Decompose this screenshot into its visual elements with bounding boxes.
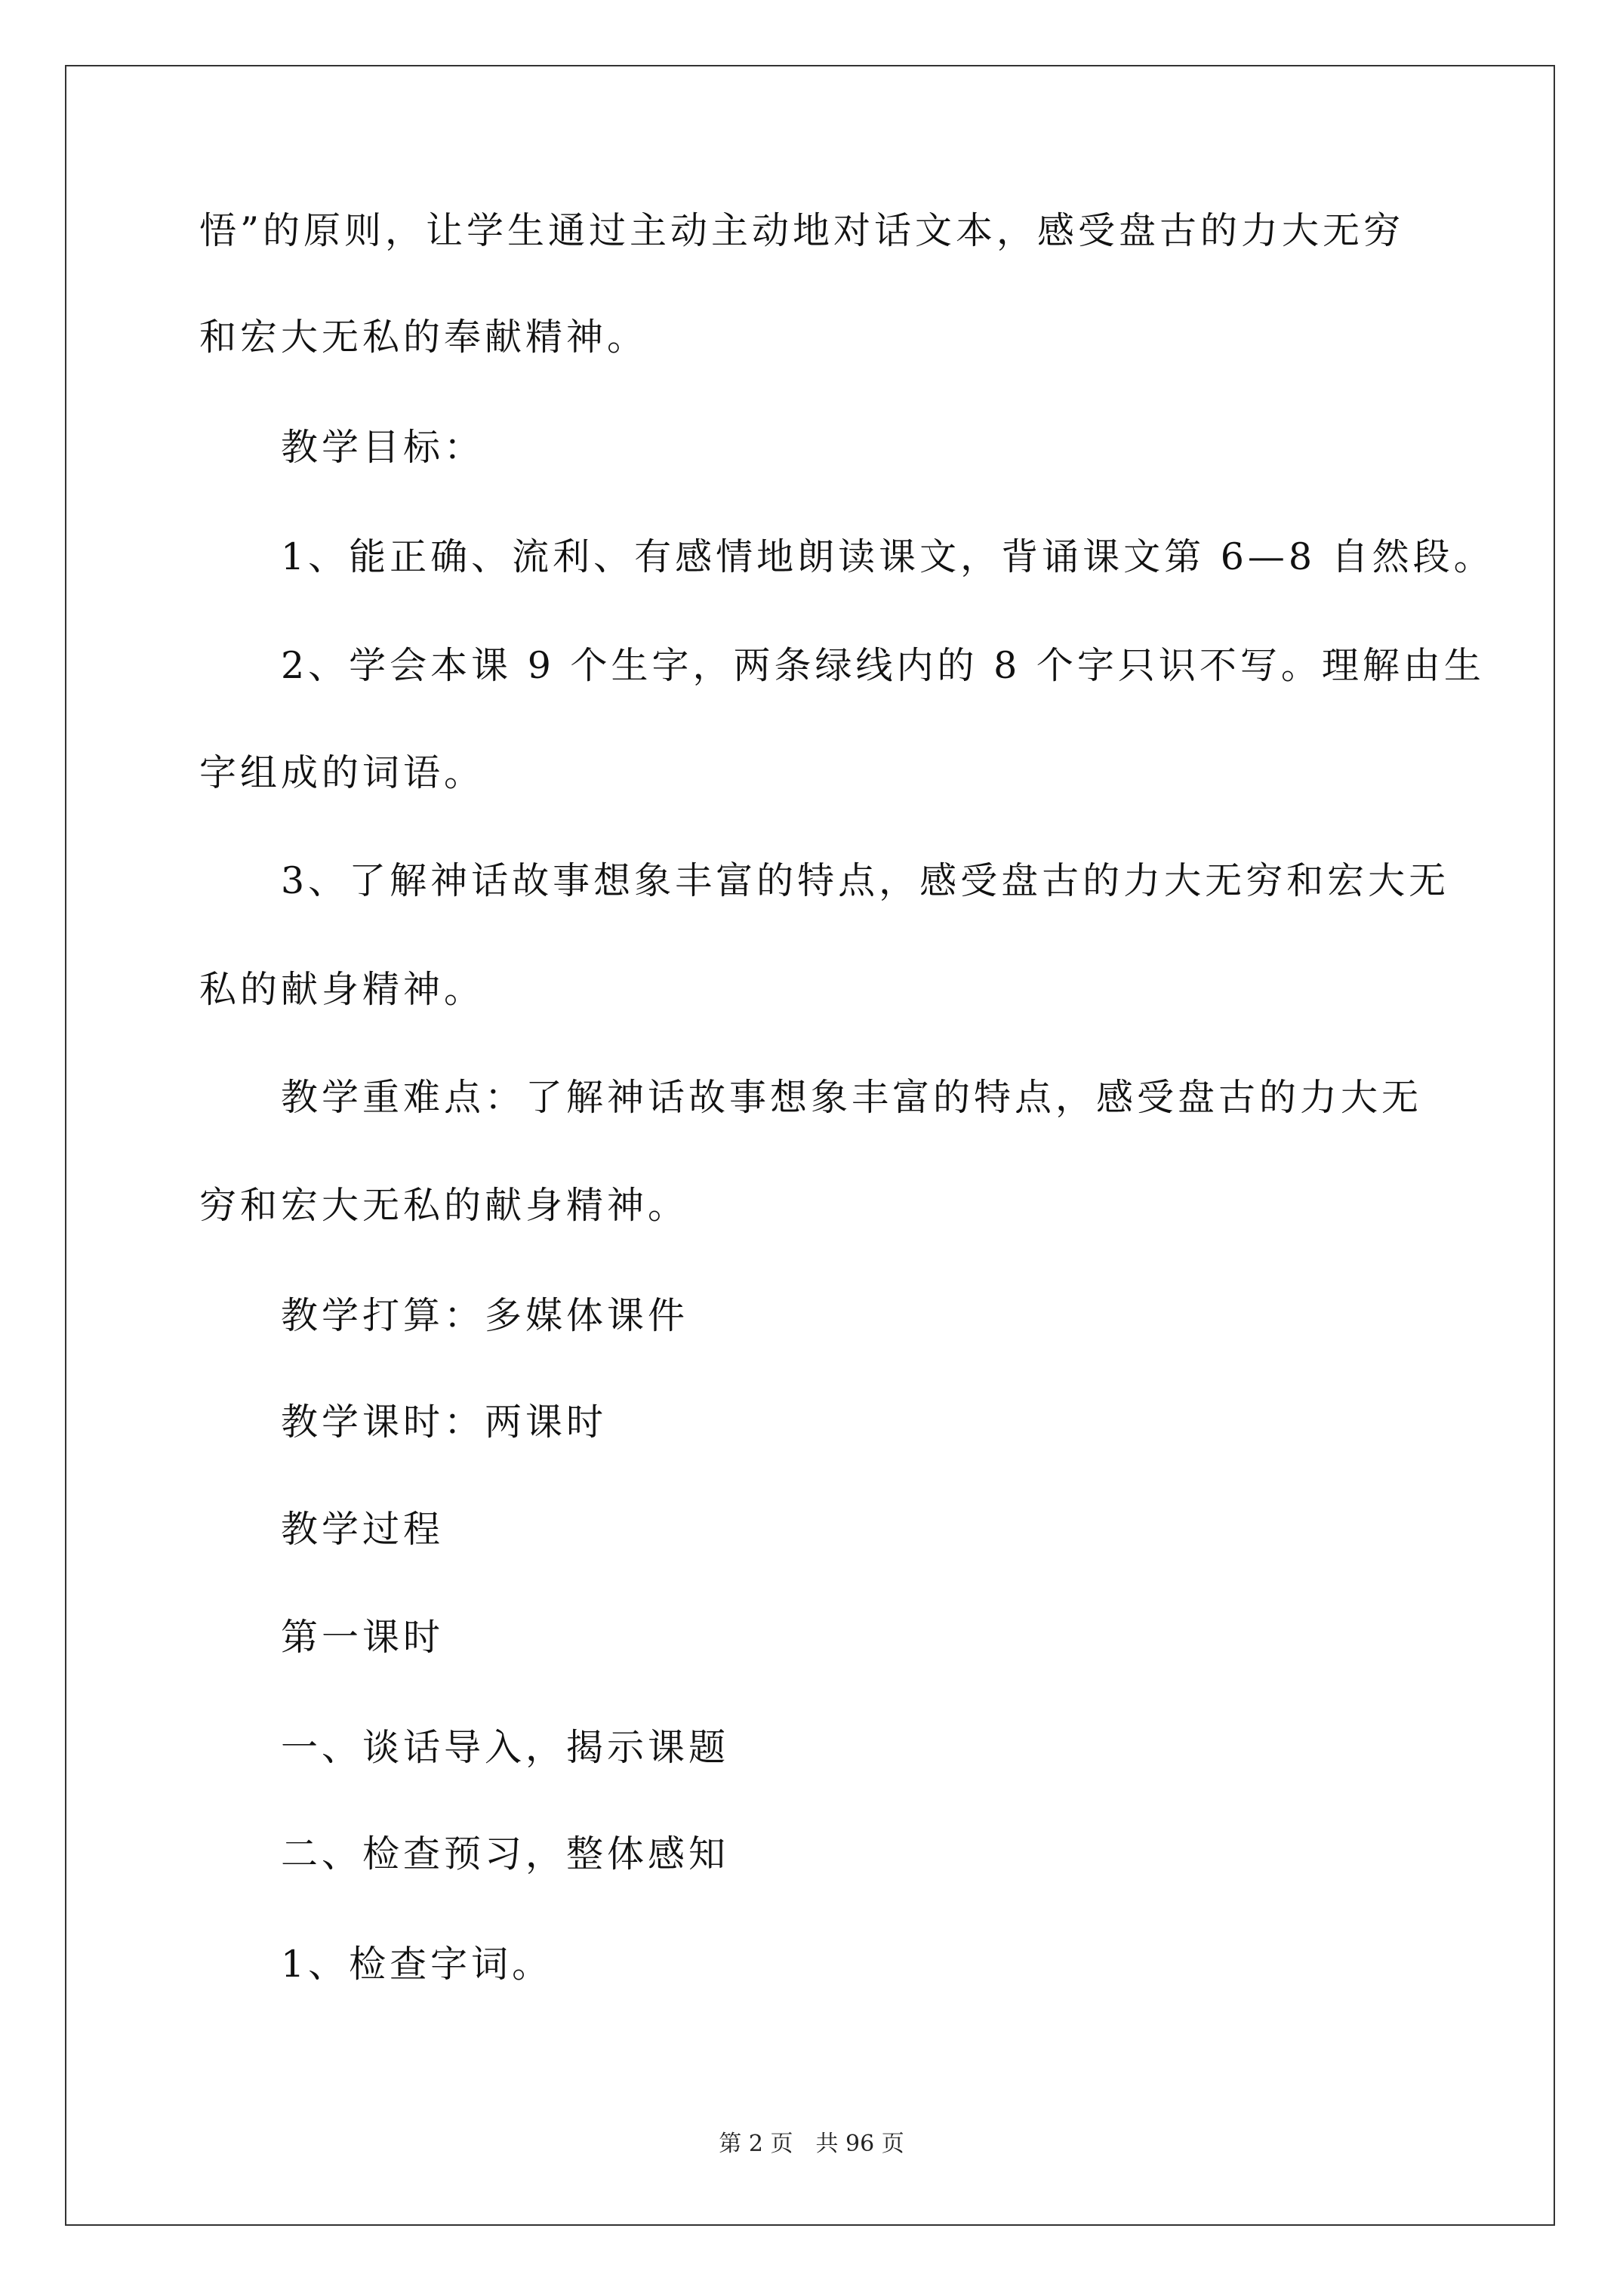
page-number: 第 2 页	[719, 2131, 793, 2157]
paragraph-line: 一、谈话导入，揭示课题	[281, 1726, 730, 1769]
paragraph-line: 教学重难点：了解神话故事想象丰富的特点，感受盘古的力大无	[281, 1076, 1423, 1119]
paragraph-line: 1、检查字词。	[281, 1943, 553, 1986]
paragraph-line: 悟”的原则，让学生通过主动主动地对话文本，感受盘古的力大无穷	[199, 209, 1405, 252]
paragraph-line: 3、了解神话故事想象丰富的特点，感受盘古的力大无穷和宏大无	[281, 859, 1450, 902]
section-heading: 教学过程	[281, 1508, 445, 1551]
page-footer	[0, 2129, 1623, 2159]
paragraph-line: 字组成的词语。	[199, 751, 485, 794]
page-total: 共 96 页	[815, 2131, 904, 2157]
page-border	[65, 65, 1555, 2226]
paragraph-line: 2、学会本课 9 个生字，两条绿线内的 8 个字只识不写。理解由生	[281, 644, 1485, 687]
section-heading: 教学目标：	[281, 426, 485, 469]
paragraph-line: 教学课时：两课时	[281, 1401, 608, 1444]
paragraph-line: 二、检查预习，整体感知	[281, 1832, 730, 1875]
section-heading: 第一课时	[281, 1616, 445, 1659]
paragraph-line: 穷和宏大无私的献身精神。	[199, 1184, 689, 1227]
paragraph-line: 教学打算：多媒体课件	[281, 1294, 689, 1337]
paragraph-line: 私的献身精神。	[199, 968, 485, 1011]
paragraph-line: 和宏大无私的奉献精神。	[199, 316, 648, 359]
paragraph-line: 1、能正确、流利、有感情地朗读课文，背诵课文第 6—8 自然段。	[281, 535, 1495, 578]
